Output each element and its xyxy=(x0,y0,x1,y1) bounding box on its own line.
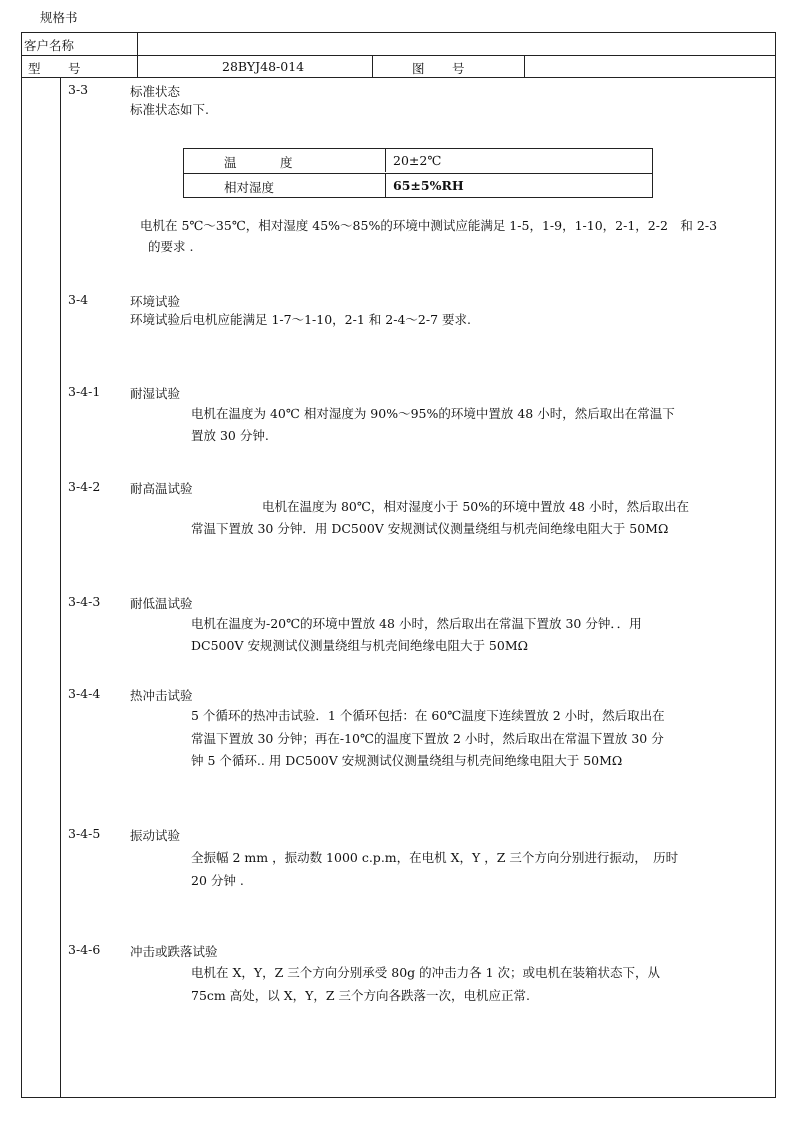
section-number: 3-4 xyxy=(68,292,89,307)
section-title: 振动试验 xyxy=(130,828,181,843)
drawing-label-char1: 图 xyxy=(412,61,425,76)
section-text: 5 个循环的热冲击试验．1 个循环包括：在 60℃温度下连续置放 2 小时，然后取出在 xyxy=(191,708,665,723)
section-number: 3-4-2 xyxy=(68,479,101,494)
section-text: 置放 30 分钟. xyxy=(191,428,269,443)
section-number: 3-3 xyxy=(68,82,89,97)
section-number: 3-4-5 xyxy=(68,826,101,841)
section-text: 常温下置放 30 分钟．用 DC500V 安规测试仪测量绕组与机壳间绝缘电阻大于 50MΩ xyxy=(191,521,669,536)
model-label-char2: 号 xyxy=(68,61,81,76)
section-text: 钟 5 个循环.. 用 DC500V 安规测试仪测量绕组与机壳间绝缘电阻大于 50MΩ xyxy=(191,753,623,768)
section-text: 电机在 5℃～35℃，相对湿度 45%～85%的环境中测试应能满足 1-5，1-9，1-10，2-1，2-2 和 2-3 xyxy=(140,218,718,233)
section-number: 3-4-4 xyxy=(68,686,101,701)
section-text: 全振幅 2 mm ，振动数 1000 c.p.m，在电机 X，Y ，Z 三个方向分别进行振动， 历时 xyxy=(191,850,679,865)
section-title: 耐高温试验 xyxy=(130,481,193,496)
table-cell-value: 20±2℃ xyxy=(393,153,442,168)
section-title: 热冲击试验 xyxy=(130,688,193,703)
section-text: 标准状态如下. xyxy=(130,102,209,117)
table-cell-value: 65±5%RH xyxy=(393,178,464,193)
model-number-value: 28BYJ48-014 xyxy=(222,59,305,74)
section-title: 耐湿试验 xyxy=(130,386,181,401)
section-text: 电机在温度为-20℃的环境中置放 48 小时，然后取出在常温下置放 30 分钟．．用 xyxy=(191,616,642,631)
section-text: DC500V 安规测试仪测量绕组与机壳间绝缘电阻大于 50MΩ xyxy=(191,638,528,653)
section-text: 电机在温度为 80℃，相对湿度小于 50%的环境中置放 48 小时，然后取出在 xyxy=(262,499,689,514)
section-text: 电机在温度为 40℃ 相对湿度为 90%～95%的环境中置放 48 小时，然后取出在常温下 xyxy=(191,406,675,421)
model-label-char1: 型 xyxy=(28,61,41,76)
section-title: 冲击或跌落试验 xyxy=(130,944,218,959)
table-cell-label: 温 xyxy=(224,155,237,170)
section-number: 3-4-3 xyxy=(68,594,101,609)
standard-condition-table xyxy=(183,148,653,198)
section-number: 3-4-1 xyxy=(68,384,101,399)
section-title: 耐低温试验 xyxy=(130,596,193,611)
section-number: 3-4-6 xyxy=(68,942,101,957)
section-text: 环境试验后电机应能满足 1-7～1-10，2-1 和 2-4～2-7 要求. xyxy=(130,312,471,327)
document-title: 规格书 xyxy=(40,10,78,25)
section-title: 环境试验 xyxy=(130,294,181,309)
section-text: 常温下置放 30 分钟；再在-10℃的温度下置放 2 小时，然后取出在常温下置放 30 分 xyxy=(191,731,664,746)
table-cell-label: 度 xyxy=(280,155,293,170)
section-text: 电机在 X，Y，Z 三个方向分别承受 80g 的冲击力各 1 次；或电机在装箱状态下，从 xyxy=(191,965,661,980)
table-row xyxy=(184,173,652,197)
section-text: 的要求 . xyxy=(148,239,194,254)
section-text: 20 分钟 . xyxy=(191,873,244,888)
section-text: 75cm 高处，以 X，Y，Z 三个方向各跌落一次，电机应正常. xyxy=(191,988,530,1003)
table-cell-label: 相对湿度 xyxy=(224,180,275,195)
table-row xyxy=(184,149,652,172)
drawing-label-char2: 号 xyxy=(452,61,465,76)
customer-name-label: 客户名称 xyxy=(24,38,75,53)
section-title: 标准状态 xyxy=(130,84,181,99)
